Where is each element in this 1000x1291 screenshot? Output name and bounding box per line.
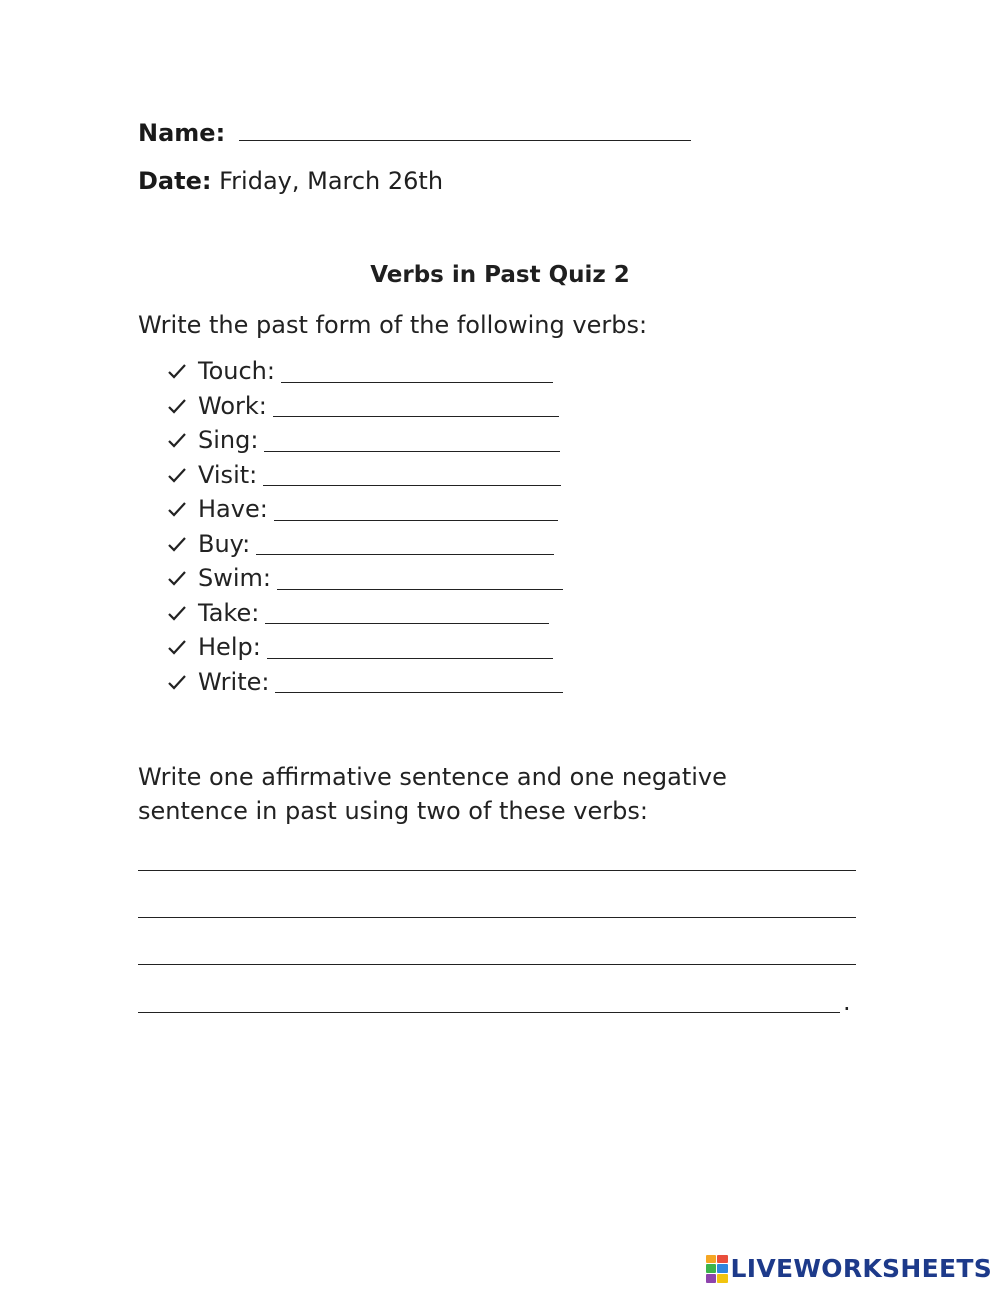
check-icon — [166, 636, 188, 658]
name-label: Name: — [138, 119, 226, 147]
sentence-answer-line-4[interactable] — [138, 1012, 840, 1013]
verb-item-buy — [166, 527, 563, 562]
verb-label: Write: — [198, 667, 270, 696]
date-field-row — [138, 166, 443, 196]
sentences-instruction-line1: Write one affirmative sentence and one negative — [138, 763, 727, 791]
final-period: . — [843, 988, 851, 1016]
check-icon — [166, 567, 188, 589]
verb-answer-blank[interactable] — [263, 465, 561, 486]
check-icon — [166, 498, 188, 520]
logo-badge-icon — [706, 1255, 728, 1283]
verb-answer-blank[interactable] — [274, 500, 558, 521]
verb-answer-blank[interactable] — [281, 362, 553, 383]
verb-label: Touch: — [198, 357, 275, 386]
date-value: Friday, March 26th — [219, 167, 444, 195]
verb-label: Help: — [198, 633, 261, 662]
verb-answer-blank[interactable] — [267, 638, 553, 659]
verb-label: Swim: — [198, 564, 271, 593]
liveworksheets-logo — [706, 1254, 992, 1283]
verb-label: Take: — [198, 598, 260, 627]
sentences-instruction-line2: sentence in past using two of these verbs: — [138, 797, 648, 825]
verb-item-write — [166, 665, 563, 700]
verb-answer-blank[interactable] — [264, 431, 560, 452]
verb-answer-blank[interactable] — [277, 569, 563, 590]
verb-answer-blank[interactable] — [265, 603, 549, 624]
check-icon — [166, 395, 188, 417]
check-icon — [166, 464, 188, 486]
verb-item-help — [166, 630, 563, 665]
sentence-answer-line-1[interactable] — [138, 870, 856, 871]
verb-label: Have: — [198, 495, 268, 524]
verb-answer-blank[interactable] — [275, 672, 563, 693]
sentence-answer-line-2[interactable] — [138, 917, 856, 918]
verb-item-swim — [166, 561, 563, 596]
sentence-answer-line-3[interactable] — [138, 964, 856, 965]
check-icon — [166, 671, 188, 693]
verb-label: Visit: — [198, 460, 258, 489]
verb-item-work — [166, 389, 563, 424]
verb-item-sing — [166, 423, 563, 458]
date-label: Date: — [138, 167, 212, 195]
verb-list — [166, 354, 563, 699]
verb-answer-blank[interactable] — [256, 534, 554, 555]
verb-item-take — [166, 596, 563, 631]
logo-text: LIVEWORKSHEETS — [730, 1254, 992, 1283]
check-icon — [166, 429, 188, 451]
verb-label: Work: — [198, 391, 267, 420]
verb-label: Buy: — [198, 529, 251, 558]
quiz-title: Verbs in Past Quiz 2 — [370, 262, 630, 288]
verb-item-visit — [166, 458, 563, 493]
check-icon — [166, 533, 188, 555]
name-field-row — [138, 118, 691, 148]
verb-answer-blank[interactable] — [273, 396, 559, 417]
verb-label: Sing: — [198, 426, 259, 455]
verb-item-touch — [166, 354, 563, 389]
verb-item-have — [166, 492, 563, 527]
verbs-instruction: Write the past form of the following verbs: — [138, 311, 648, 339]
check-icon — [166, 360, 188, 382]
check-icon — [166, 602, 188, 624]
name-answer-blank[interactable] — [239, 118, 691, 141]
